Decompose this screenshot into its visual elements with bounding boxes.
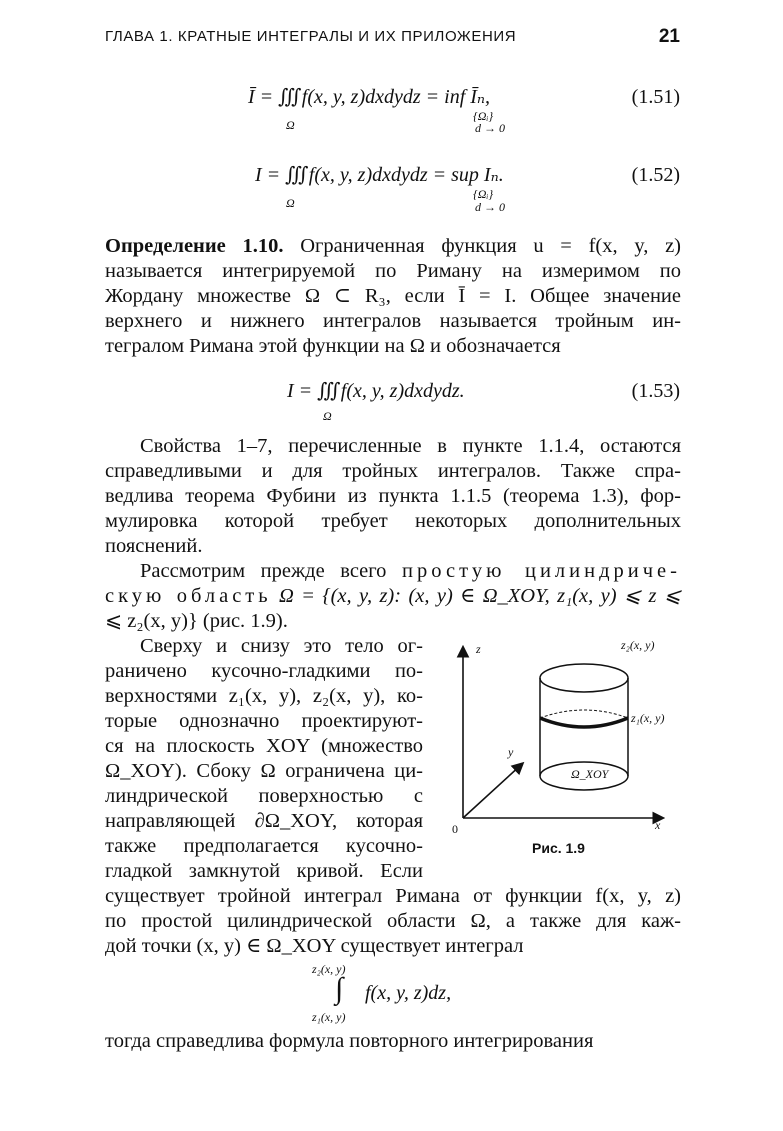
side-line-5: ся на плоскость XOY (множество (105, 735, 423, 757)
side-line-6: Ω_XOY). Сбоку Ω ограничена ци- (105, 760, 423, 782)
origin-label: 0 (452, 822, 458, 836)
top-surface (540, 664, 628, 692)
base-region-label: Ω_XOY (571, 767, 609, 781)
equation-1-51: Ī = ∭f(x, y, z)dxdydz = inf Īₙ, (248, 86, 491, 108)
lower-surface-label: z₁(x, y) (631, 711, 665, 725)
z-axis-label: z (476, 642, 481, 656)
y-axis-label: y (508, 745, 514, 759)
continuation-line-1: существует тройной интеграл Римана от функции f(x, y, z) (105, 885, 681, 907)
continuation-line-2: по простой цилиндрической области Ω, а также для каж- (105, 910, 681, 932)
equation-1-52-limit: d → 0 (475, 200, 505, 214)
equation-1-53: I = ∭f(x, y, z)dxdydz. (287, 380, 465, 402)
bottom-surface (540, 718, 628, 727)
integral-sign: ∫ (335, 972, 344, 1005)
region-line-3: ⩽ z₂(x, y)} (рис. 1.9). (105, 610, 288, 632)
figure-caption: Рис. 1.9 (532, 840, 585, 856)
continuation-line-3: дой точки (x, y) ∈ Ω_XOY существует интеграл (105, 935, 524, 957)
definition-line-4: верхнего и нижнего интегралов называется тройным ин- (105, 310, 681, 332)
equation-number-1-53: (1.53) (631, 380, 680, 402)
inner-integral-lower-limit: z₁(x, y) (312, 1010, 346, 1024)
inner-integral-upper-limit: z₂(x, y) (312, 962, 346, 976)
properties-line-3: ведлива теорема Фубини из пункта 1.1.5 (теорема 1.3), фор- (105, 485, 681, 507)
properties-line-1: Свойства 1–7, перечисленные в пункте 1.1.4, остаются (140, 435, 681, 457)
equation-number-1-51: (1.51) (631, 86, 680, 108)
definition-line-2: называется интегрируемой по Риману на измеримом по (105, 260, 681, 282)
region-line-2: скую область Ω = {(x, y, z): (x, y) ∈ Ω_XOY, z₁(x, y) ⩽ z ⩽ (105, 585, 681, 607)
inner-integral-body: f(x, y, z)dz, (365, 982, 452, 1004)
equation-number-1-52: (1.52) (631, 164, 680, 186)
definition-label: Определение 1.10. (105, 235, 284, 257)
properties-line-2: справедливыми и для тройных интегралов. Также спра- (105, 460, 681, 482)
final-line: тогда справедлива формула повторного интегрирования (105, 1030, 594, 1052)
side-line-8: направляющей ∂Ω_XOY, которая (105, 810, 423, 832)
equation-1-53-domain: Ω (323, 409, 332, 423)
equation-1-52: I = ∭f(x, y, z)dxdydz = sup Iₙ. (255, 164, 504, 186)
equation-1-51-partition: {Ωᵢ} (473, 109, 494, 123)
x-axis-label: x (655, 818, 661, 832)
y-axis (463, 764, 522, 818)
properties-line-5: пояснений. (105, 535, 203, 557)
region-line-1: Рассмотрим прежде всего простую цилиндриче- (140, 560, 681, 582)
equation-1-51-domain: Ω (286, 118, 295, 132)
side-line-1: Сверху и снизу это тело ог- (140, 635, 423, 657)
equation-1-52-domain: Ω (286, 196, 295, 210)
properties-line-4: мулировка которой требует некоторых дополнительных (105, 510, 681, 532)
definition-line-1: Определение 1.10. Ограниченная функция u = f(x, y, z) (105, 235, 682, 257)
equation-1-51-limit: d → 0 (475, 121, 505, 135)
side-line-10: гладкой замкнутой кривой. Если (105, 860, 423, 882)
side-line-3: верхностями z₁(x, y), z₂(x, y), ко- (105, 685, 423, 707)
equation-1-52-partition: {Ωᵢ} (473, 187, 494, 201)
figure-cylinder-region (440, 636, 690, 861)
upper-surface-label: z₂(x, y) (621, 638, 655, 652)
definition-line-5: тегралом Римана этой функции на Ω и обозначается (105, 335, 561, 357)
side-line-2: раничено кусочно-гладкими по- (105, 660, 423, 682)
definition-line-3: Жордану множестве Ω ⊂ R₃, если Ī = I. Общее значение (105, 285, 681, 307)
running-header: ГЛАВА 1. КРАТНЫЕ ИНТЕГРАЛЫ И ИХ ПРИЛОЖЕНИЯ (105, 28, 517, 45)
side-line-7: линдрической поверхностью с (105, 785, 423, 807)
side-line-4: торые однозначно проектируют- (105, 710, 423, 732)
side-line-9: также предполагается кусочно- (105, 835, 423, 857)
page-number: 21 (658, 26, 680, 47)
